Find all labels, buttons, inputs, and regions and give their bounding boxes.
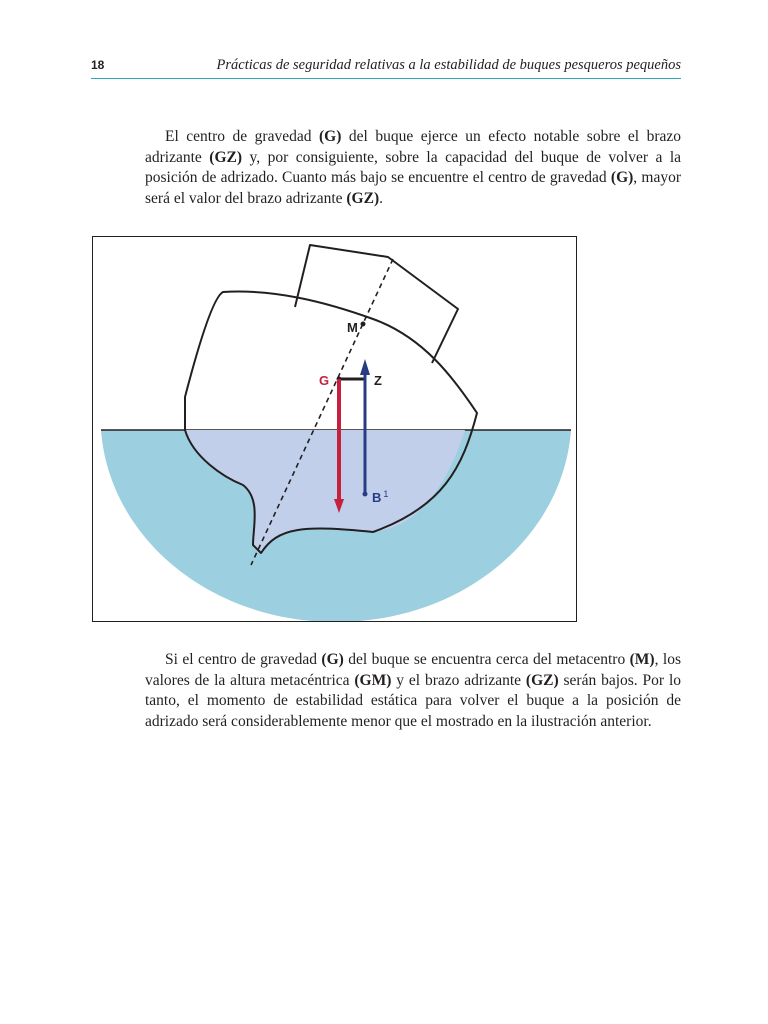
page-number: 18 bbox=[91, 58, 105, 72]
righting-point-label: Z bbox=[374, 373, 382, 388]
buoyancy-arrowhead bbox=[360, 359, 370, 375]
page-header bbox=[91, 56, 681, 79]
paragraph-metacentre-effect: Si el centro de gravedad (G) del buque se encuentra cerca del metacentro (M), los valores de la altura metacéntrica (GM) y el brazo adrizante (GZ) serán bajos. Por lo tanto, el momento de estabilidad estática para volver el buque a la posición de adrizado será considerablemente menor que el mostrado en la ilustración anterior. bbox=[145, 651, 682, 730]
gravity-center-label: G bbox=[319, 373, 330, 388]
metacentre-point bbox=[361, 322, 366, 327]
running-title: Prácticas de seguridad relativas a la estabilidad de buques pesqueros pequeños bbox=[216, 57, 681, 73]
stability-diagram bbox=[92, 236, 577, 622]
stability-diagram-svg bbox=[93, 237, 577, 622]
buoyancy-center-label: B $^1$ bbox=[372, 489, 389, 505]
paragraph-gravity-effect: El centro de gravedad (G) del buque ejerce un efecto notable sobre el brazo adrizante (GZ) y, por consiguiente, sobre la capacidad del buque de volver a la posición de adrizado. Cuanto más bajo se encuentre el centro de gravedad (G), mayor será el valor del brazo adrizante (GZ). bbox=[145, 128, 682, 207]
metacentre-label: M bbox=[347, 320, 358, 335]
wheelhouse bbox=[295, 245, 458, 363]
buoyancy-center-point bbox=[363, 492, 368, 497]
